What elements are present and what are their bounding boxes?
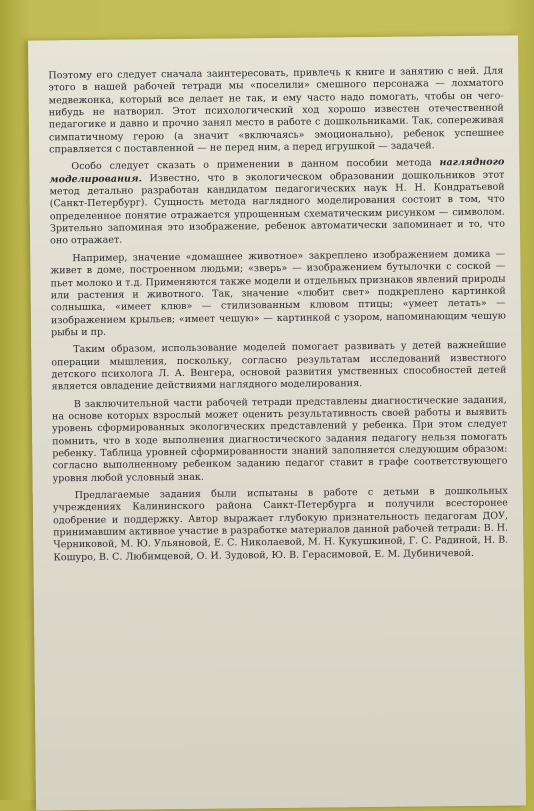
paragraph-2-rest: Известно, что в экологическом образовании дошкольников этот метод детально разработан кандидатом педагогических наук Н. Н. Кондратьевой (Санкт-Петербург). Сущность метода наглядного моделирования состоит в том, что определенное понятие отражается упрощенным схематическим рисунком — символом. Зрительно запоминая это изображение, ребенок автоматически запоминает и то, что оно отражает. [49,169,506,247]
page-text [48,66,508,570]
paragraph-6: Предлагаемые задания были испытаны в работе с детьми в дошкольных учреждениях Калининского района Санкт-Петербурга и получили всесторонее одобрение и поддержку. Автор выражает глубокую признательность педагогам ДОУ, принимавшим активное участие в разработке материалов данной рабочей тетради: В. Н. Черниковой, М. Ю. Ульяновой, Е. С. Николаевой, М. Н. Кукушкиной, Г. С. Радиной, Н. В. Кошуро, В. С. Любимцевой, О. И. Зудовой, Ю. В. Герасимовой, Е. М. Дубиничевой. [52,485,509,564]
paragraph-4: Таким образом, использование моделей помогает развивать у детей важнейшие операции мышления, поскольку, согласно результатам исследований известного детского психолога Л. А. Венгера, основой развития умственных способностей детей является овладение действиями наглядного моделирования. [51,339,507,393]
paragraph-2-lead: Особо следует сказать о применении в данном пособии метода [71,157,440,173]
paragraph-1: Поэтому его следует сначала заинтересовать, привлечь к книге и занятию с ней. Для этого в нашей рабочей тетради мы «поселили» смешного персонажа — лохматого медвежонка, который все делает не так, и ему часто надо помогать, чтобы он чего-нибудь не натворил. Этот психологический ход хорошо известен отечественной педагогике и давно и прочно занял место в работе с дошкольниками. Так, сопереживая симпатичному герою (а значит «включаясь» эмоционально), ребенок успешнее справляется с поставленной — не перед ним, а перед игрушкой — задачей. [48,65,505,156]
method-term: наглядного моделирования. [49,156,505,186]
paragraph-3: Например, значение «домашнее животное» закреплено изображением домика — живет в доме, построенном людьми; «зверь» — изображением бутылочки с соской — пьет молоко и т.д. Применяются также модели и отдельных признаков явлений природы или растения и животного. Так, значение «любит свет» подкреплено картинкой солнышка, «имеет клюв» — стилизованным клювом птицы; «умеет летать» — изображением крыльев; «имеет чешую» — картинкой с узором, напоминающим чешую рыбы и пр. [50,248,506,339]
paragraph-2 [49,157,505,248]
paragraph-5: В заключительной части рабочей тетради представлены диагностические задания, на основе которых взрослый может оценить результативность своей работы и выявить уровень сформированных экологических представлений у ребенка. При этом следует помнить, что в ходе выполнения диагностического задания педагогу нельзя помогать ребенку. Таблица уровней сформированности знаний заполняется следующим образом: согласно выполненному ребенком заданию педагог ставит в графе соответствующего уровня любой условный знак. [51,394,508,484]
book-page [28,35,526,810]
